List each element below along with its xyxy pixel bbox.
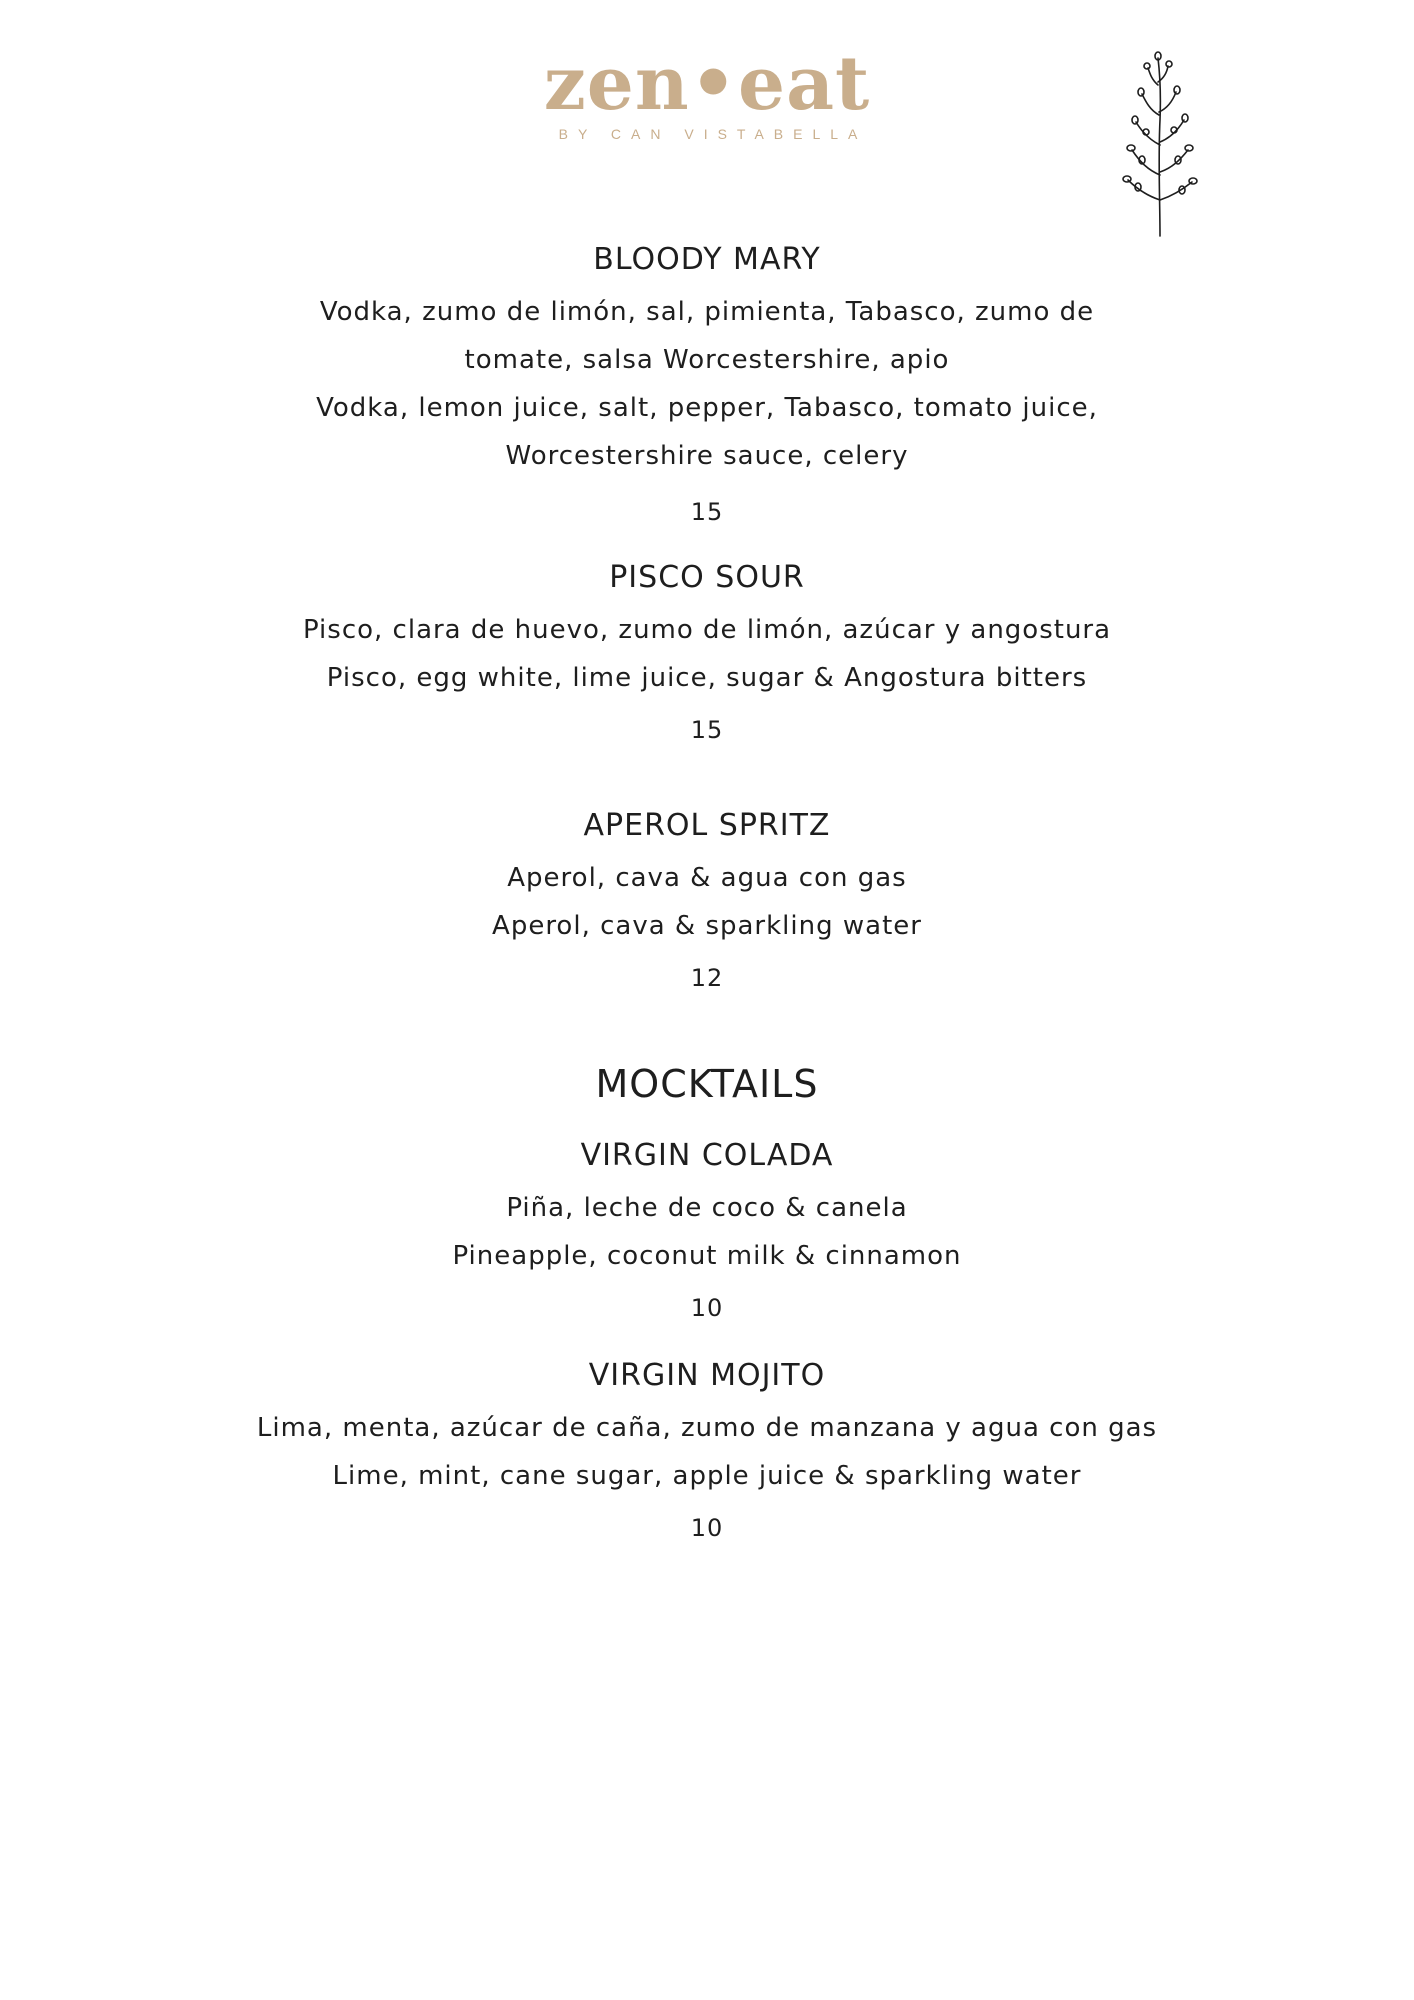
item-description-es: Vodka, zumo de limón, sal, pimienta, Tabasco, zumo de tomate, salsa Worcestershire, apio (319, 297, 1095, 375)
item-description-en: Pineapple, coconut milk & cinnamon (452, 1241, 962, 1271)
item-description-en: Pisco, egg white, lime juice, sugar & Angostura bitters (326, 663, 1088, 693)
item-name: VIRGIN MOJITO (588, 1358, 826, 1393)
item-price: 10 (690, 1514, 724, 1542)
mocktails-section (0, 1054, 1414, 1556)
item-description-en: Aperol, cava & sparkling water (492, 911, 922, 941)
item-description-es: Pisco, clara de huevo, zumo de limón, azúcar y angostura (302, 615, 1112, 645)
logo-wordmark: zen•eat (543, 41, 871, 127)
item-name: VIRGIN COLADA (580, 1138, 834, 1173)
item-price: 10 (690, 1294, 724, 1322)
menu-item-bloody-mary (0, 232, 1414, 540)
item-name: BLOODY MARY (593, 242, 821, 277)
section-title: MOCKTAILS (595, 1062, 819, 1106)
item-description-en: Lime, mint, cane sugar, apple juice & sparkling water (332, 1461, 1082, 1491)
item-description-es: Piña, leche de coco & canela (506, 1193, 908, 1223)
menu-item-pisco-sour (0, 550, 1414, 758)
botanical-sprig-icon (1118, 50, 1202, 238)
item-price: 15 (690, 498, 724, 526)
item-name: PISCO SOUR (609, 560, 805, 595)
item-name: APEROL SPRITZ (583, 808, 831, 843)
menu-item-aperol-spritz (0, 798, 1414, 1006)
logo-subtitle: BY CAN VISTABELLA (558, 126, 868, 142)
item-description-en: Vodka, lemon juice, salt, pepper, Tabasco, tomato juice, Worcestershire sauce, celery (316, 393, 1098, 471)
item-description-es: Lima, menta, azúcar de caña, zumo de manzana y agua con gas (256, 1413, 1158, 1443)
item-description-es: Aperol, cava & agua con gas (507, 863, 907, 893)
menu-item-virgin-colada (0, 1128, 1414, 1336)
menu-content (0, 232, 1414, 1556)
item-price: 15 (690, 716, 724, 744)
item-price: 12 (690, 964, 724, 992)
menu-item-virgin-mojito (0, 1348, 1414, 1556)
